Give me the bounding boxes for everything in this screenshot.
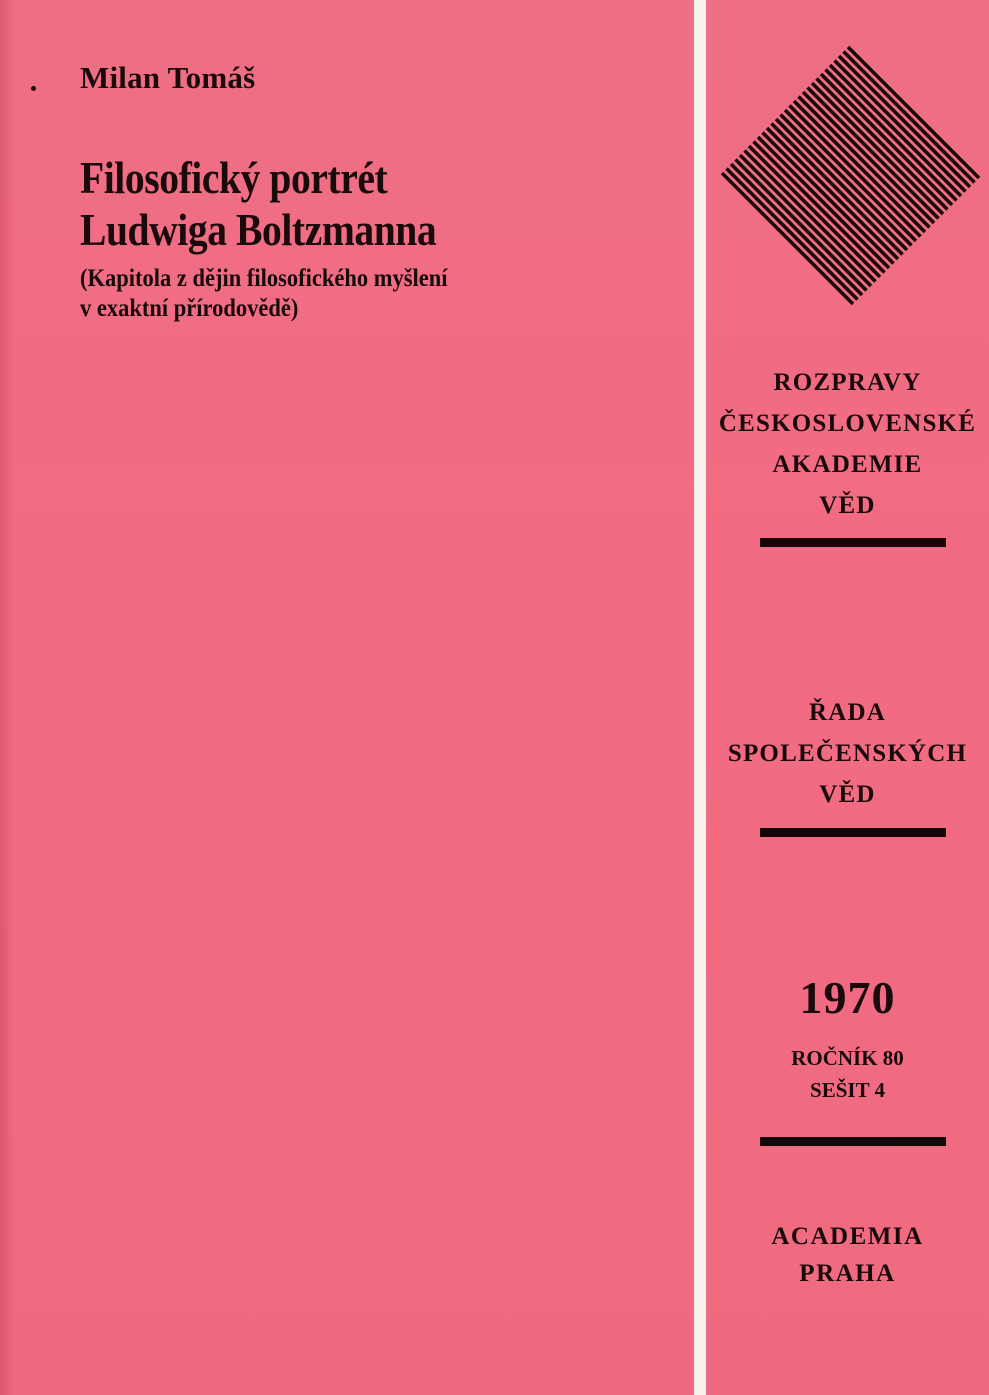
diamond-stripe: [908, 44, 982, 306]
publication-year: 1970: [799, 972, 896, 1023]
subseries-line-2: SPOLEČENSKÝCH: [727, 740, 968, 767]
diamond-stripe: [980, 44, 982, 306]
horizontal-rule-1: [760, 538, 946, 547]
series-line-1: ROZPRAVY: [773, 369, 922, 396]
horizontal-rule-3: [760, 1137, 946, 1146]
publisher-line-1: ACADEMIA: [771, 1223, 924, 1250]
striped-diamond-icon: [720, 44, 982, 306]
publisher: [706, 1218, 989, 1292]
title-line-2: Ludwiga Boltzmanna: [80, 205, 437, 255]
subtitle-line-1: (Kapitola z dějin filosofického myšlení: [80, 265, 448, 292]
subseries-line-3: VĚD: [819, 781, 876, 808]
horizontal-rule-2: [760, 828, 946, 837]
series-line-2: ČESKOSLOVENSKÉ: [718, 410, 977, 437]
subseries-line-1: ŘADA: [808, 699, 887, 726]
volume-info: [706, 1042, 989, 1106]
book-subtitle: [80, 264, 447, 324]
subseries-name: [706, 692, 989, 815]
title-line-1: Filosofický portrét: [80, 153, 388, 203]
vertical-divider-stripe: [694, 0, 706, 1395]
series-line-3: AKADEMIE: [772, 451, 923, 478]
book-title: [80, 152, 436, 256]
subtitle-line-2: v exaktní přírodovědě): [80, 295, 299, 322]
series-name: [706, 362, 989, 526]
author-name: Milan Tomáš: [80, 60, 256, 95]
series-line-4: VĚD: [819, 492, 876, 519]
publisher-line-2: PRAHA: [799, 1260, 896, 1287]
volume-number: ROČNÍK 80: [791, 1046, 904, 1070]
ink-dot: [31, 86, 36, 91]
diamond-stripe: [720, 44, 774, 306]
issue-number: SEŠIT 4: [810, 1078, 885, 1102]
diamond-stripe: [800, 44, 982, 306]
